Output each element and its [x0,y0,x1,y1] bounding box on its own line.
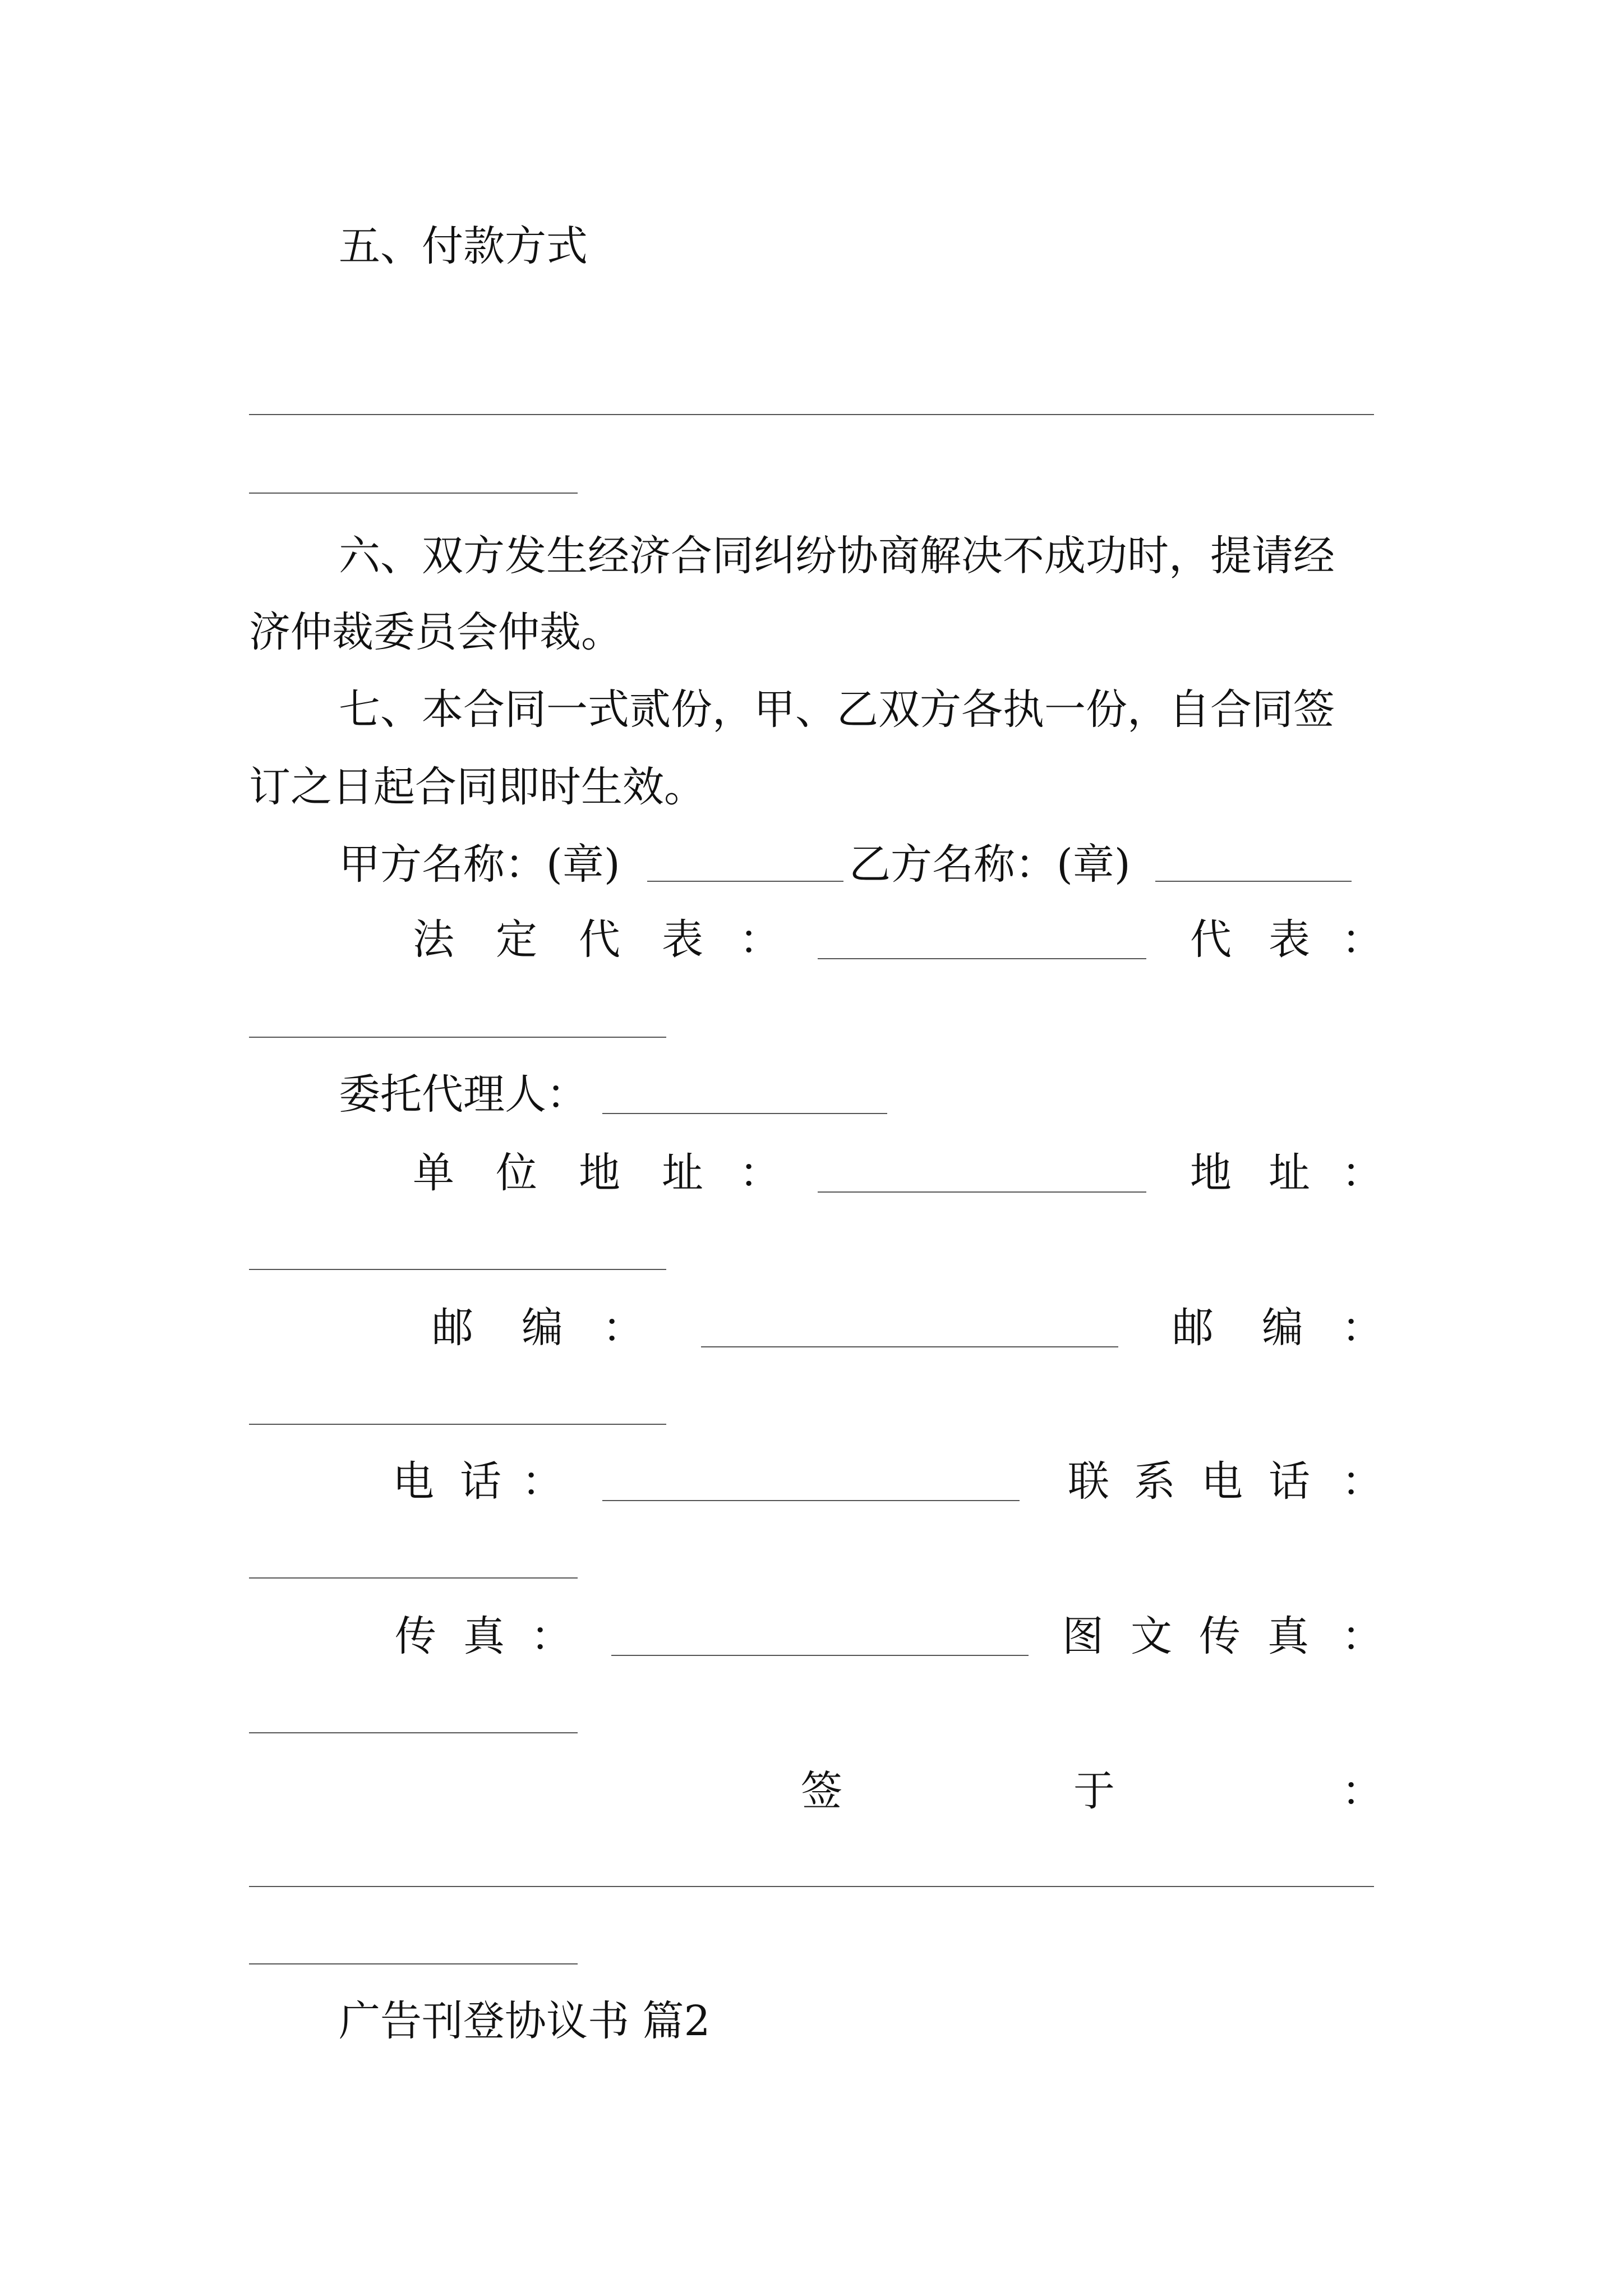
postcode-b-label-2: 编 [1262,1304,1303,1352]
contact-phone-label-3: 电 [1201,1457,1243,1506]
postcode-b-field[interactable] [249,1424,666,1425]
section5-heading: 五、付款方式 [339,222,588,270]
image-fax-label-2: 文 [1131,1612,1172,1660]
agent-field[interactable] [602,1113,887,1114]
phone-label-2: 话 [460,1457,501,1506]
section6-line1: 六、双方发生经济合同纠纷协商解决不成功时，提请经 [339,532,1335,580]
signed-at-label-1: 签 [801,1767,842,1815]
party-a-name-label: 甲方名称：(章) [339,840,620,889]
rep-label-colon: ： [1341,915,1383,964]
signed-at-label-colon: ： [1341,1767,1383,1815]
next-section-title: 广告刊登协议书 篇2 [339,1997,711,2045]
unit-address-label-4: 址 [662,1149,703,1197]
postcode-b-label-colon: ： [1341,1304,1383,1352]
fax-label-1: 传 [395,1612,436,1660]
unit-address-label-2: 位 [496,1149,537,1197]
phone-label-1: 电 [393,1457,434,1506]
section7-line2: 订之日起合同即时生效。 [249,763,706,811]
legal-rep-label-1: 法 [413,915,454,964]
rep-label-1: 代 [1190,915,1232,964]
fax-field[interactable] [611,1655,1029,1656]
party-b-name-field[interactable] [1155,881,1352,882]
agent-label: 委托代理人： [339,1070,588,1119]
address-label-1: 地 [1190,1149,1232,1197]
unit-address-field[interactable] [818,1191,1146,1193]
postcode-a-label-1: 邮 [432,1304,473,1352]
contact-phone-label-2: 系 [1134,1457,1175,1506]
legal-rep-label-4: 表 [662,915,703,964]
signed-at-field[interactable] [249,1886,1374,1887]
phone-label-colon: ： [522,1457,563,1506]
image-fax-label-colon: ： [1341,1612,1383,1660]
postcode-b-label-1: 邮 [1172,1304,1214,1352]
blank-line [249,414,1374,415]
fax-label-2: 真 [463,1612,505,1660]
contact-phone-label-4: 话 [1269,1457,1310,1506]
legal-rep-label-2: 定 [496,915,537,964]
rep-label-2: 表 [1269,915,1310,964]
postcode-a-label-2: 编 [522,1304,563,1352]
section6-line2: 济仲裁委员会仲裁。 [249,608,623,656]
rep-field[interactable] [249,1037,666,1038]
contact-phone-label-1: 联 [1068,1457,1109,1506]
address-label-2: 址 [1269,1149,1310,1197]
image-fax-field[interactable] [249,1732,578,1733]
address-label-colon: ： [1341,1149,1383,1197]
postcode-a-label-colon: ： [602,1304,644,1352]
section7-line1: 七、本合同一式贰份，甲、乙双方各执一份，自合同签 [339,685,1335,734]
party-a-name-field[interactable] [647,881,843,882]
image-fax-label-3: 传 [1199,1612,1241,1660]
legal-rep-label-colon: ： [739,915,781,964]
signed-at-field-2[interactable] [249,1963,578,1964]
postcode-a-field[interactable] [701,1346,1118,1347]
unit-address-label-3: 地 [579,1149,620,1197]
unit-address-label-colon: ： [739,1149,781,1197]
signed-at-label-2: 于 [1073,1767,1115,1815]
blank-line [249,493,578,494]
image-fax-label-4: 真 [1267,1612,1309,1660]
contact-phone-label-colon: ： [1341,1457,1383,1506]
legal-rep-field[interactable] [818,958,1146,959]
contact-phone-field[interactable] [249,1577,578,1579]
address-field[interactable] [249,1269,666,1270]
fax-label-colon: ： [531,1612,572,1660]
legal-rep-label-3: 代 [579,915,620,964]
phone-field[interactable] [602,1500,1020,1501]
unit-address-label-1: 单 [413,1149,454,1197]
image-fax-label-1: 图 [1062,1612,1104,1660]
party-b-name-label: 乙方名称：(章) [849,840,1131,889]
